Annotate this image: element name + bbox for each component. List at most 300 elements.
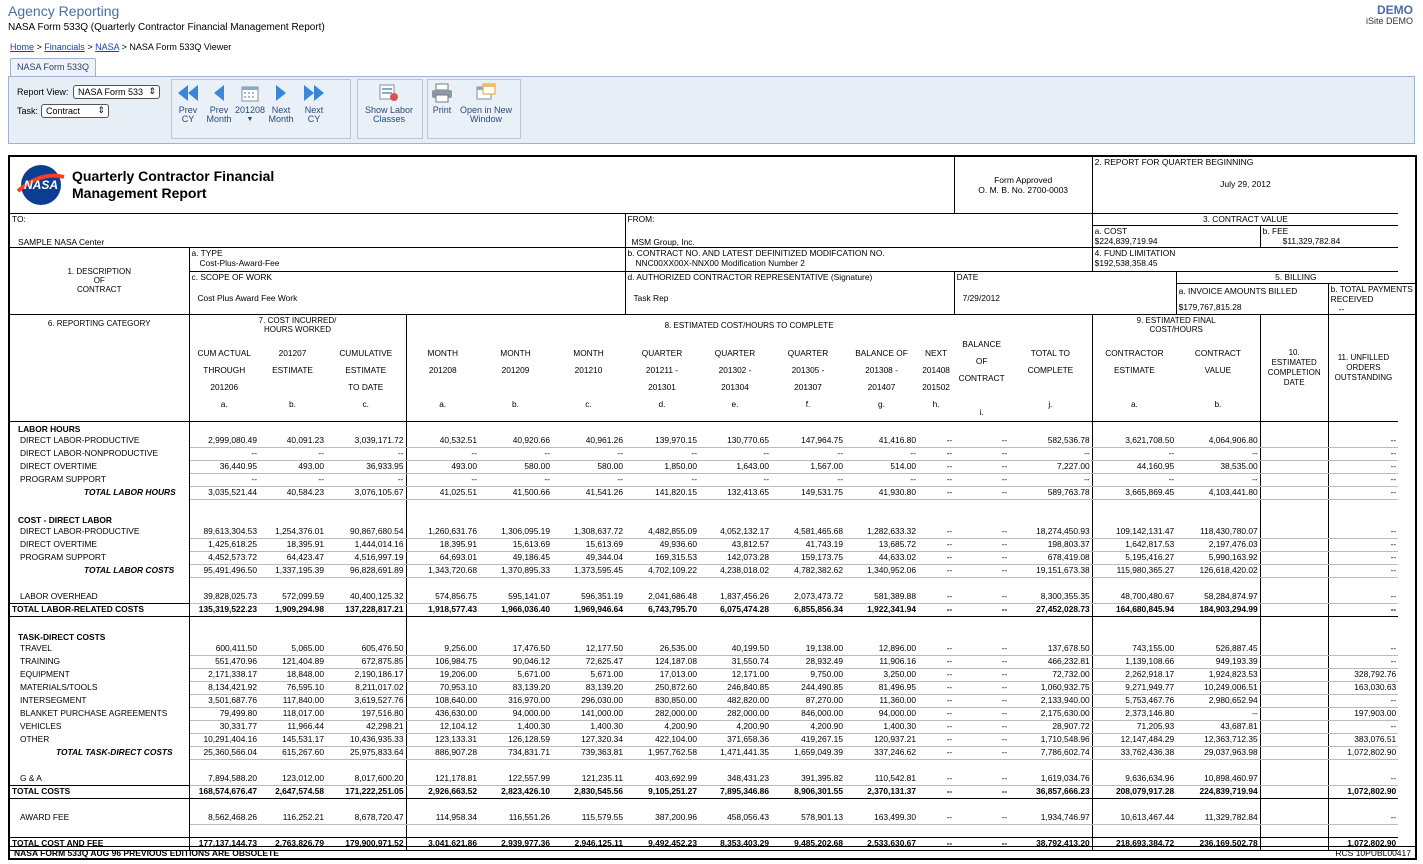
cell-value: 1,850.00	[625, 461, 699, 474]
col-sub-9: BALANCE OF 201308 - 201407 g.	[845, 336, 918, 422]
cell-value: --	[479, 448, 552, 461]
cell-value: 4,200.90	[625, 721, 699, 734]
cell-value: --	[259, 474, 326, 487]
cell-value: 4,482,855.09	[625, 526, 699, 539]
cell-value	[699, 630, 771, 643]
cell-value: --	[954, 669, 1009, 682]
cell-value: 1,370,895.33	[479, 565, 552, 578]
cell-value: --	[918, 448, 954, 461]
cell-value: 3,250.00	[845, 669, 918, 682]
col-sub-5: MONTH 201210 c.	[552, 336, 625, 422]
cell-value: --	[918, 565, 954, 578]
cell-value: 64,693.01	[406, 552, 479, 565]
table-row	[10, 760, 1415, 773]
report-view-label: Report View:	[17, 87, 69, 97]
cell-value: 83,139.20	[552, 682, 625, 695]
cell-value: 4,064,906.80	[1176, 435, 1260, 448]
cell-value: --	[625, 448, 699, 461]
cell-value: 419,267.15	[771, 734, 845, 747]
cell-value: 1,444,014.16	[326, 539, 406, 552]
cell-value	[845, 422, 918, 435]
cell-value: 2,980,652.94	[1176, 695, 1260, 708]
print-button[interactable]: Print	[428, 82, 456, 115]
cell-value	[1260, 487, 1328, 500]
cell-value: 122,557.99	[479, 773, 552, 786]
cell-value	[189, 422, 259, 435]
table-row	[10, 591, 1415, 604]
cell-value: --	[1009, 474, 1092, 487]
cell-value: 4,702,109.22	[625, 565, 699, 578]
period-picker-button[interactable]: 201208 ▼	[234, 82, 266, 124]
quarter-label: 2. REPORT FOR QUARTER BEGINNING	[1094, 157, 1254, 167]
cell-value: 4,782,382.62	[771, 565, 845, 578]
breadcrumb-home[interactable]: Home	[10, 42, 35, 52]
cell-value: --	[259, 448, 326, 461]
cell-value: 41,930.80	[845, 487, 918, 500]
cell-value: 3,039,171.72	[326, 435, 406, 448]
row-label	[10, 500, 189, 513]
output-group	[427, 79, 521, 139]
cell-value: 2,939,977.36	[479, 838, 552, 851]
cell-value	[845, 513, 918, 526]
rep-value: Task Rep	[625, 283, 954, 314]
cell-value: 123,133.31	[406, 734, 479, 747]
cell-value: 3,665,869.45	[1092, 487, 1176, 500]
cell-value: --	[918, 708, 954, 721]
cell-value: 6,075,474.28	[699, 604, 771, 617]
cell-value: 316,970.00	[479, 695, 552, 708]
cell-value	[1260, 747, 1328, 760]
cell-value	[918, 422, 954, 435]
cell-value	[625, 513, 699, 526]
cell-value: 830,850.00	[625, 695, 699, 708]
cell-value: 118,430,780.07	[1176, 526, 1260, 539]
cost-cell: a. COST $224,839,719.94	[1092, 225, 1260, 247]
breadcrumb-nasa[interactable]: NASA	[95, 42, 120, 52]
cell-value: 121,178.81	[406, 773, 479, 786]
cell-value	[1260, 773, 1328, 786]
cell-value: 49,186.45	[479, 552, 552, 565]
cell-value	[1260, 604, 1328, 617]
cell-value	[259, 513, 326, 526]
cell-value	[1260, 565, 1328, 578]
app-title: Agency Reporting	[8, 3, 120, 19]
cell-value: 218,693,384.72	[1092, 838, 1176, 851]
table-row	[10, 773, 1415, 786]
cell-value	[326, 422, 406, 435]
right-arrow-icon	[274, 83, 288, 103]
col-group-9: 9. ESTIMATED FINAL COST/HOURS	[1092, 314, 1260, 336]
prev-month-button[interactable]: Prev Month	[204, 82, 234, 124]
cell-value: 30,331.77	[189, 721, 259, 734]
tab-nasa-form-533q[interactable]: NASA Form 533Q	[10, 58, 96, 76]
cell-value: 2,041,686.48	[625, 591, 699, 604]
col-sub-13: CONTRACTOR ESTIMATE a.	[1092, 336, 1176, 422]
cell-value: 9,485,202.68	[771, 838, 845, 851]
cell-value: --	[1092, 474, 1176, 487]
cell-value: --	[479, 474, 552, 487]
cell-value: --	[954, 435, 1009, 448]
cell-value: 1,922,341.94	[845, 604, 918, 617]
cell-value: 36,933.95	[326, 461, 406, 474]
cell-value: --	[954, 838, 1009, 851]
show-labor-classes-button[interactable]: Show Labor Classes	[358, 82, 420, 124]
cell-value: 482,820.00	[699, 695, 771, 708]
tab-bar	[8, 58, 1415, 76]
row-label: AWARD FEE	[10, 812, 189, 825]
cell-value: --	[918, 656, 954, 669]
cell-value: 2,373,146.80	[1092, 708, 1176, 721]
table-row	[10, 565, 1415, 578]
cell-value: 1,282,633.32	[845, 526, 918, 539]
cell-value: 109,142,131.47	[1092, 526, 1176, 539]
report-title-line2: Management Report	[72, 184, 207, 201]
cell-value: 1,260,631.76	[406, 526, 479, 539]
cell-value: 17,476.50	[479, 643, 552, 656]
col-sub-4: MONTH 201209 b.	[479, 336, 552, 422]
cell-value: 33,762,436.38	[1092, 747, 1176, 760]
cell-value: 137,678.50	[1009, 643, 1092, 656]
cell-value	[1260, 513, 1328, 526]
cell-value: --	[1176, 474, 1260, 487]
cell-value: 4,103,441.80	[1176, 487, 1260, 500]
cell-value: 12,896.00	[845, 643, 918, 656]
cell-value: --	[406, 474, 479, 487]
cell-value: 605,476.50	[326, 643, 406, 656]
period-nav-group	[171, 79, 351, 139]
cell-value: --	[326, 448, 406, 461]
cell-value	[1260, 695, 1328, 708]
left-arrow-icon	[212, 83, 226, 103]
row-label: TRAVEL	[10, 643, 189, 656]
cell-value	[1260, 734, 1328, 747]
cell-value: 25,975,833.64	[326, 747, 406, 760]
col-group-8: 8. ESTIMATED COST/HOURS TO COMPLETE	[406, 314, 1092, 336]
table-row	[10, 513, 1415, 526]
table-row	[10, 617, 1415, 630]
cell-value	[1260, 591, 1328, 604]
cell-value: 83,139.20	[479, 682, 552, 695]
cell-value: 197,903.00	[1328, 708, 1398, 721]
form-approved-cell: Form Approved O. M. B. No. 2700-0003	[954, 157, 1092, 213]
row-label: BLANKET PURCHASE AGREEMENTS	[10, 708, 189, 721]
cell-value: 1,918,577.43	[406, 604, 479, 617]
cell-value: 582,536.78	[1009, 435, 1092, 448]
cell-value: 458,056.43	[699, 812, 771, 825]
open-new-window-button[interactable]: Open in New Window	[456, 82, 516, 124]
cell-value: 5,671.00	[552, 669, 625, 682]
cell-value: 9,105,251.27	[625, 786, 699, 799]
cell-value: 578,901.13	[771, 812, 845, 825]
cell-value: 10,436,935.33	[326, 734, 406, 747]
breadcrumb-current: NASA Form 533Q Viewer	[129, 42, 232, 52]
date-value: 7/29/2012	[954, 283, 1176, 314]
cell-value: 2,763,826.79	[259, 838, 326, 851]
cell-value: 64,423.47	[259, 552, 326, 565]
cell-value: 1,060,932.75	[1009, 682, 1092, 695]
cell-value: 2,926,663.52	[406, 786, 479, 799]
cell-value: 1,139,108.66	[1092, 656, 1176, 669]
cell-value	[699, 513, 771, 526]
table-row	[10, 812, 1415, 825]
cell-value: 2,197,476.03	[1176, 539, 1260, 552]
cell-value: 282,000.00	[625, 708, 699, 721]
cell-value: 139,970.15	[625, 435, 699, 448]
row-label	[10, 760, 189, 773]
cell-value: 1,567.00	[771, 461, 845, 474]
table-row	[10, 747, 1415, 760]
cell-value: 6,855,856.34	[771, 604, 845, 617]
cell-value	[326, 513, 406, 526]
cell-value: 94,000.00	[845, 708, 918, 721]
cell-value: 4,238,018.02	[699, 565, 771, 578]
cell-value: 7,227.00	[1009, 461, 1092, 474]
cell-value	[1260, 435, 1328, 448]
cell-value: 1,619,034.76	[1009, 773, 1092, 786]
cell-value: 44,160.95	[1092, 461, 1176, 474]
cell-value: 8,906,301.55	[771, 786, 845, 799]
cell-value: 38,535.00	[1176, 461, 1260, 474]
cell-value: --	[954, 812, 1009, 825]
cell-value: 493.00	[259, 461, 326, 474]
next-cy-button[interactable]: Next CY	[296, 82, 332, 124]
description-label: 1. DESCRIPTION OF CONTRACT	[10, 247, 189, 314]
cell-value: 135,319,522.23	[189, 604, 259, 617]
labor-group	[357, 79, 423, 139]
cell-value: 12,177.50	[552, 643, 625, 656]
cell-value: 106,984.75	[406, 656, 479, 669]
nasa-logo-text: NASA	[23, 177, 59, 192]
row-label: DIRECT LABOR-PRODUCTIVE	[10, 435, 189, 448]
row-label: DIRECT OVERTIME	[10, 539, 189, 552]
cell-value: 3,501,687.76	[189, 695, 259, 708]
cell-value	[1328, 513, 1398, 526]
from-value: MSM Group, Inc.	[625, 225, 1092, 247]
cell-value: 114,958.34	[406, 812, 479, 825]
table-row	[10, 721, 1415, 734]
row-label: TOTAL LABOR COSTS	[10, 565, 189, 578]
cell-value	[189, 630, 259, 643]
table-row	[10, 578, 1415, 591]
cell-value: 7,895,346.86	[699, 786, 771, 799]
cell-value: --	[189, 474, 259, 487]
cell-value: 387,200.96	[625, 812, 699, 825]
cell-value: --	[845, 448, 918, 461]
cell-value: 71,205.93	[1092, 721, 1176, 734]
cell-value: --	[1328, 487, 1398, 500]
cell-value: --	[918, 773, 954, 786]
task-select[interactable]: Contract ⇕	[41, 104, 109, 118]
report-title-line1: Quarterly Contractor Financial	[72, 167, 275, 184]
cell-value	[479, 630, 552, 643]
cell-value: 147,964.75	[771, 435, 845, 448]
table-row	[10, 435, 1415, 448]
col-group-7: 7. COST INCURRED/ HOURS WORKED	[189, 314, 406, 336]
row-label: TOTAL COST AND FEE	[10, 838, 189, 851]
cell-value: 1,072,802.90	[1328, 838, 1398, 851]
report-533q	[8, 155, 1417, 860]
cell-value	[1176, 513, 1260, 526]
table-row	[10, 539, 1415, 552]
billing-label: 5. BILLING	[1176, 271, 1415, 283]
col-sub-14: CONTRACT VALUE b.	[1176, 336, 1260, 422]
cell-value	[479, 422, 552, 435]
cell-value: 581,389.88	[845, 591, 918, 604]
cell-value	[1260, 669, 1328, 682]
cell-value: 15,613.69	[479, 539, 552, 552]
col-sub-0: CUM ACTUAL THROUGH 201206 a.	[189, 336, 259, 422]
cell-value: 1,710,548.96	[1009, 734, 1092, 747]
report-view-select[interactable]: NASA Form 533 ⇕	[73, 85, 160, 99]
row-label: TASK-DIRECT COSTS	[10, 630, 189, 643]
next-month-button[interactable]: Next Month	[266, 82, 296, 124]
cell-value: --	[954, 695, 1009, 708]
cell-value	[918, 630, 954, 643]
cell-value: 43,812.57	[699, 539, 771, 552]
cell-value: 121,235.11	[552, 773, 625, 786]
cell-value: 493.00	[406, 461, 479, 474]
cell-value: 949,193.39	[1176, 656, 1260, 669]
cell-value: --	[954, 474, 1009, 487]
row-label: EQUIPMENT	[10, 669, 189, 682]
cell-value	[1260, 461, 1328, 474]
cell-value: 18,395.91	[406, 539, 479, 552]
cell-value	[406, 422, 479, 435]
cell-value: 10,898,460.97	[1176, 773, 1260, 786]
cell-value: --	[954, 643, 1009, 656]
cell-value: 197,516.80	[326, 708, 406, 721]
table-row	[10, 643, 1415, 656]
cell-value	[625, 422, 699, 435]
cell-value	[771, 422, 845, 435]
cell-value: 171,222,251.05	[326, 786, 406, 799]
cell-value	[1260, 786, 1328, 799]
cell-value: --	[954, 786, 1009, 799]
cell-value: 1,340,952.06	[845, 565, 918, 578]
brand-sub: iSite DEMO	[1365, 16, 1413, 26]
cell-value: --	[552, 448, 625, 461]
breadcrumb-financials[interactable]: Financials	[44, 42, 85, 52]
cell-value: 1,337,195.39	[259, 565, 326, 578]
cell-value: 2,946,125.11	[552, 838, 625, 851]
cell-value: 19,151,673.38	[1009, 565, 1092, 578]
cell-value: --	[771, 474, 845, 487]
cell-value: 19,138.00	[771, 643, 845, 656]
cell-value: 137,228,817.21	[326, 604, 406, 617]
cell-value: 40,091.23	[259, 435, 326, 448]
prev-cy-button[interactable]: Prev CY	[172, 82, 204, 124]
cell-value: 1,343,720.68	[406, 565, 479, 578]
scope-value: Cost Plus Award Fee Work	[189, 283, 625, 314]
cell-value: --	[1009, 448, 1092, 461]
cell-value: 1,966,036.40	[479, 604, 552, 617]
cell-value: 39,828,025.73	[189, 591, 259, 604]
row-label: TOTAL TASK-DIRECT COSTS	[10, 747, 189, 760]
cell-value: --	[954, 552, 1009, 565]
cell-value: 1,659,049.39	[771, 747, 845, 760]
cell-value: 10,291,404.16	[189, 734, 259, 747]
cell-value: 600,411.50	[189, 643, 259, 656]
cell-value: 6,743,795.70	[625, 604, 699, 617]
table-row	[10, 786, 1415, 799]
cell-value: 1,308,637.72	[552, 526, 625, 539]
cell-value: 96,828,691.89	[326, 565, 406, 578]
cell-value: --	[954, 604, 1009, 617]
table-row	[10, 552, 1415, 565]
cell-value	[1092, 513, 1176, 526]
cell-value: --	[845, 474, 918, 487]
cell-value: 1,306,095.19	[479, 526, 552, 539]
cell-value: 27,452,028.73	[1009, 604, 1092, 617]
col-sub-7: QUARTER 201302 - 201304 e.	[699, 336, 771, 422]
cell-value: 29,037,963.98	[1176, 747, 1260, 760]
cell-value: --	[1176, 448, 1260, 461]
table-row	[10, 630, 1415, 643]
cell-value	[918, 513, 954, 526]
cell-value: --	[1328, 552, 1398, 565]
col-sub-8: QUARTER 201305 - 201307 f.	[771, 336, 845, 422]
cell-value: 246,840.85	[699, 682, 771, 695]
cell-value: 9,750.00	[771, 669, 845, 682]
cell-value: --	[1328, 526, 1398, 539]
cell-value	[771, 630, 845, 643]
cell-value: 13,685.72	[845, 539, 918, 552]
col-sub-2: CUMULATIVE ESTIMATE TO DATE c.	[326, 336, 406, 422]
cell-value: --	[954, 487, 1009, 500]
row-label: VEHICLES	[10, 721, 189, 734]
cell-value: 126,128.59	[479, 734, 552, 747]
new-window-icon	[475, 83, 497, 103]
cell-value: 41,500.66	[479, 487, 552, 500]
cell-value: 403,692.99	[625, 773, 699, 786]
cell-value: 11,966.44	[259, 721, 326, 734]
cell-value: 8,353,403.29	[699, 838, 771, 851]
cell-value: 1,254,376.01	[259, 526, 326, 539]
cell-value: --	[954, 708, 1009, 721]
col-sub-11: BALANCE OF CONTRACT i.	[954, 336, 1009, 422]
cell-value: 90,046.12	[479, 656, 552, 669]
table-row	[10, 474, 1415, 487]
cell-value: 12,171.00	[699, 669, 771, 682]
cell-value: --	[918, 461, 954, 474]
cell-value: 391,395.82	[771, 773, 845, 786]
cell-value: 5,671.00	[479, 669, 552, 682]
cell-value: 58,284,874.97	[1176, 591, 1260, 604]
cell-value: --	[1328, 643, 1398, 656]
cell-value: --	[918, 487, 954, 500]
cell-value: --	[918, 526, 954, 539]
cell-value: --	[1328, 474, 1398, 487]
invoice-cell: a. INVOICE AMOUNTS BILLED $179,767,815.28	[1176, 283, 1328, 314]
row-label: PROGRAM SUPPORT	[10, 552, 189, 565]
table-row	[10, 526, 1415, 539]
cell-value: --	[918, 838, 954, 851]
cell-value: 48,700,480.67	[1092, 591, 1176, 604]
printer-icon	[431, 83, 453, 103]
cell-value: 72,732.00	[1009, 669, 1092, 682]
cell-value	[954, 630, 1009, 643]
row-label: PROGRAM SUPPORT	[10, 474, 189, 487]
table-row	[10, 695, 1415, 708]
top-bar	[0, 0, 1423, 38]
row-label: G & A	[10, 773, 189, 786]
table-row	[10, 422, 1415, 435]
cell-value: --	[189, 448, 259, 461]
cell-value: 116,551.26	[479, 812, 552, 825]
cell-value: 36,440.95	[189, 461, 259, 474]
cell-value: 422,104.00	[625, 734, 699, 747]
cell-value: 163,499.30	[845, 812, 918, 825]
